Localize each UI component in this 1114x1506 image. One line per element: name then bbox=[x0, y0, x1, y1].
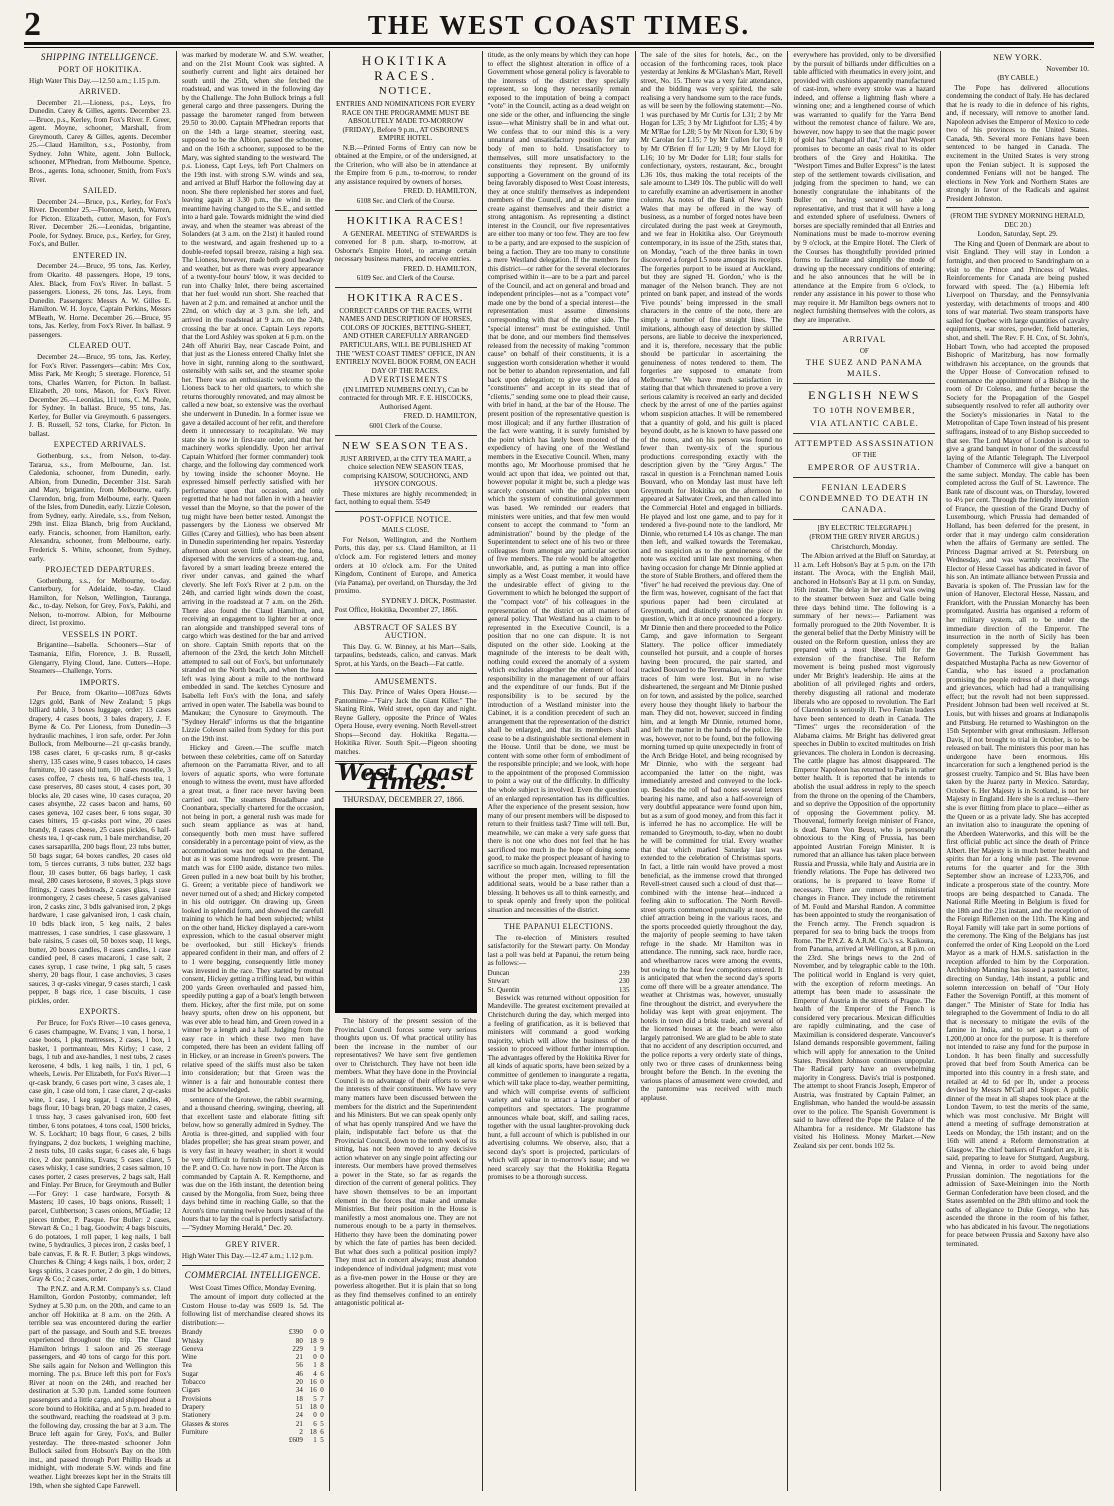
duty-amount: 18 bbox=[309, 1427, 317, 1436]
vote-count: 135 bbox=[619, 985, 630, 994]
advertisements-signature-title: 6001 Clerk of the Course. bbox=[369, 421, 442, 430]
mails-close: MAILS CLOSE. bbox=[381, 526, 430, 535]
fenian-heading: FENIAN LEADERS CONDEMNED TO DEATH IN CANADA. bbox=[799, 481, 930, 514]
commercial-heading: COMMERCIAL INTELLIGENCE. bbox=[184, 1269, 321, 1280]
cards-body: CORRECT CARDS OF THE RACES, WITH NAMES AND DESCRIPTION OF HORSES, COLORS OF JOCKIES, BETTING-SHEET, AND OTHER CAREFULLY ARRANGED PARTICULARS, WILL BE PUBLISHED AT THE "WEST COAST TIMES" OFFICE, IN AN ENTIRELY NOVEL BOOK FORM, ON EACH DAY OF THE RACES. bbox=[335, 306, 476, 375]
grey-river-tide: High Water This Day.—12.47 a.m.; 1.12 p.m. bbox=[181, 1252, 313, 1261]
duty-row bbox=[182, 1420, 324, 1428]
meeting-signature-title: 6109 Sec. and Clerk of the Course. bbox=[356, 274, 455, 283]
teas-body: JUST ARRIVED, at the CITY TEA MART, a choice selection NEW SEASON TEAS, comprising KAISOW, SOUCHONG, AND HYSON CONGOUS. bbox=[340, 454, 472, 489]
source-label: (FROM THE GREY RIVER ARGUS.) bbox=[809, 533, 920, 542]
masthead bbox=[24, 6, 1094, 43]
advertisements-heading: ADVERTISEMENTS bbox=[363, 375, 449, 385]
new-york-date: November 10. bbox=[1046, 63, 1089, 73]
races-signature: FRED. D. HAMILTON, bbox=[403, 186, 477, 196]
duty-amount: 0 bbox=[320, 1378, 324, 1387]
editorial-leader: The history of the present session of the Provincial Council forces some very serious thoughts upon us. Of what practical utility has been the increase in the number of our representatives? We have sent five gentlemen over to Christchurch. They have not been idle members. What they have done in the Provincial Council is no advantage of their efforts to serve the interests of their constituents. We have very many matters have been discussed between the members for the district and the Superintendent and his Ministers. But we can speak openly only of what has openly transpired And we have the plain, indisputable fact before us that the Provincial Council, down to the tenth week of its sitting, has not been moved to any decisive action whatever on any single point affecting our interests. Our members have proved themselves a power in the State, so far as regards the direction of the current of general politics. They have shown themselves to be an important element in the forces that make and unmake Ministries. But their position in the House is manifestly a most anomalous one. They are not numerous enough to be a party in themselves. Hitherto they have been the dominating power by which the fate of parties has been decided. But what does such a political position imply? They must act in concert always; must abandon independence of individual judgment; must vote as a five-men power in the House or they are powerless altogether. But it is plain that so long as they find themselves confined to an entirely antagonistic political at- bbox=[334, 1017, 477, 1308]
duty-item: Stationery bbox=[181, 1411, 211, 1420]
column-4 bbox=[483, 51, 636, 1491]
duty-row bbox=[182, 1395, 324, 1403]
columns bbox=[24, 51, 1094, 1491]
duty-amount: 4 bbox=[313, 1369, 317, 1378]
duty-row bbox=[182, 1337, 324, 1345]
duty-amount: 51 bbox=[295, 1402, 303, 1411]
duty-row bbox=[182, 1403, 324, 1411]
editorial-flag: West Coast Times. bbox=[337, 760, 474, 795]
races-note: N.B.—Printed Forms of Entry can now be obtained at the Empire, or of the undersigned, at the Criterion, who will also be in attendance at the Empire from 6 p.m., to-morrow, to render any assistance required by owners of horses. bbox=[334, 143, 477, 186]
imports-heading: IMPORTS. bbox=[79, 677, 121, 687]
teas-title: NEW SEASON TEAS. bbox=[342, 439, 470, 452]
auction-body: This Day. G. W. Binney, at his Mart—Sails, tarpaulins, bedsteads, calico, and canvas. Mark Sprot, at his Yards, on the Beach—Fat cattle. bbox=[334, 642, 477, 668]
attempted-heading: ATTEMPTED ASSASSINATION bbox=[794, 438, 935, 449]
vessels-text: Brigantine—Isabella. Schooners—Star of Tasmania, Elfin, Florence, J. B. Russell, Glengarry, Flying Cloud, Jane. Cutters—Hope. Steamers—Challenge, Yorrs. bbox=[29, 641, 171, 676]
arrived-text: December 21.—Lioness, p.s., Leys, fro Dunedin. Carey & Gilles, agents. December 23.—Bruce, p.s., Kerley, from Fox's River. F. Greer, agent. Moyne, schooner, Marshall, from Greymouth. Carey & Gilles, agents. December 25.—Claud Hamilton, s.s., Postonby, from Sydney. John White, agent. John Bullock, schooner, M'Phedran, from Melbourne. Spence, Bros., agents. Iona, schooner, Smith, from Fox's River. bbox=[29, 98, 171, 184]
exports-text: Per Bruce, for Fox's River—10 cases geneva, 6 cases champagne, W. Evans; 1 van, 1 horse, 1 case boots, 1 pkg mattresses, 2 cases, 1 box, 1 basket, 1 portmanteau, Mrs Kirby; 1 case, 2 bags, 1 tub and axe-handles, 1 nest tubs, 2 cases kerosene, 4 bdls, 1 keg nails, 1 tin, 1 pcl, 6 wheels, Lewis. Per Elizabeth, for Fox's River—1 qr-cask brandy, 6 cases port wine, 3 cases ale, 1 case gin, 1 case old tom, 1 case claret, 2 qr-casks wine, 1 case, 1 keg sugar, 1 case candles, 40 bags flour, 10 bags bran, 20 bags maize, 2 cases, 1 truss hay, 3 cases galvanised iron, 600 feet timber, 6 tons potatoes, 4 tons coal, 1500 bricks, W. S. Lockhart; 10 bags flour, 6 cases, 2 bills fryingpans, 2 doz buckets, 1 weighing machine, 2 nests tubs, 10 casks sugar, 6 cases ale, 6 bags rice, 2 doz pannikins, Evans; 5 cases claret, 5 cases whisky, 1 case sundries, 2 cases salmon, 10 cases porter, 2 cases preserves, 2 bags salt, Hall and Finlay. Per Bruce, for Greymouth and Buller—For Grey: 1 case hardware, Forsyth & Masters; 10 cases, 10 bags onions, Russell; 1 parcel, Cuthbertson; 3 cases onions, M'Gadie; 12 pieces timber, P. Pasque. For Buller: 2 cases, Stewart & Co.; 1 bag, Goodwin; 4 bags biscuits, 6 do potatoes, 1 roll paper, 1 keg nails, 1 ball twine, 5 hydraulics, 3 pieces iron, 2 casks beef, 1 bale canvas, F. & R. F. Butler; 3 pkgs windows, Churches & Ching; 4 kegs nails, 1 box, order; 2 kegs spirits, 3 cases porter, 2 do gin, 1 do bitters, Gray & Co.; 2 cases, order. bbox=[29, 1018, 171, 1284]
candidate-name: St. Quentin bbox=[487, 985, 520, 994]
meeting-title: HOKITIKA RACES! bbox=[346, 214, 465, 227]
duty-amount: 21 bbox=[295, 1419, 303, 1428]
by-cable-label: (BY CABLE.) bbox=[997, 74, 1038, 83]
duty-amount: 24 bbox=[295, 1411, 303, 1420]
duty-row bbox=[182, 1436, 324, 1444]
races-body: ENTRIES AND NOMINATIONS FOR EVERY RACE ON THE PROGRAMME MUST BE ABSOLUTELY MADE TO-MORROW (FRIDAY), Before 9 p.m., AT OSBORNE'S EMPIRE HOTEL. bbox=[336, 100, 476, 143]
masthead-rule-thin bbox=[24, 47, 1094, 48]
projected-heading: PROJECTED DEPARTURES. bbox=[45, 565, 155, 575]
divider bbox=[182, 1265, 324, 1266]
shipping-heading: SHIPPING INTELLIGENCE. bbox=[40, 52, 159, 62]
local-news-continued: everywhere has provided, only to be diversified by the pursuit of billiards under difficulties on a table afflicted with rheumatics in every joint, and provided with cushions apparently manufactured of cast-iron, where every stroke was a hazard indeed, and offense a lightning flash where a winning one; and a lengthened course of which was warranted to qualify for the Yarra Bend without the remotest chance of failure. We are, however, now happy to see that the magic power of gold has "changed all that," and that Westport promises to become an oasis rival to its older brothers of the Grey and Hokitika. The "Westport Times and Buller Express" is the latest step of the settlement towards civilisation, and judging from the specimen to hand, we can honestly congratulate the inhabitants of the Buller on having secured so able a representative, and trust that it will have a long and extended sphere of usefulness. Owners of horses are specially reminded that all Entries and Nominations must be made to-morrow evening by 9 o'clock, at the Empire Hotel. The Clerk of the Courses has thoughtfully provided printed forms to facilitate and simplify the mode of drawing up the necessary conditions of entering; and he also announces that he will be in attendance at the Empire from 6 o'clock, to render any assistance in his power to those who may require it. Mr Hamilton begs owners not to neglect furnishing themselves with the colors, as they are imperative. bbox=[793, 51, 936, 324]
poll-row bbox=[488, 986, 630, 994]
post-office-title: POST-OFFICE NOTICE. bbox=[359, 514, 452, 524]
duty-amount: 2 bbox=[299, 1427, 303, 1436]
duty-amount: 46 bbox=[295, 1369, 303, 1378]
column-3 bbox=[330, 51, 483, 1491]
duty-item: Whisky bbox=[181, 1336, 204, 1345]
duty-amount: 0 bbox=[320, 1328, 324, 1337]
divider bbox=[793, 433, 935, 434]
duty-amount: 6 bbox=[320, 1369, 324, 1378]
column-2 bbox=[177, 51, 330, 1491]
duty-amount: 21 bbox=[295, 1353, 303, 1362]
shipping-continued: was marked by moderate W. and S.W. weather, and on the 21st Mount Cook was sighted. A southerly current and light airs detained her south until the 25th, when she fetched the roadstead, and was towed in the following day by the Challenge. The John Bullock brings a full general cargo and three passengers. During the passage the barometer ranged from between 29.50 to 30.00. Captain M'Phedran reports that on the 14th a large steamer, steering east, supposed to be the Albion, passed the schooner, and on the 16th a schooner, supposed to be the Mary, was sighted standing to the westward. The p.s. Lioness, Capt Leys, left Port Chalmers on the 19th inst. with strong S.W. winds and sea, and arrived at Bluff Harbor the following day at noon. She there replenished her stores and fuel, leaving again at 3.30 p.m., the wind in the meantime having changed to the S.E., and settled into a hard gale. Towards midnight the wind died away, and when the steamer was abreast of the Solanders (at 3 a.m. on the 21st) it hauled round to the westward, and again freshened up to a double-reefed topsail breeze, raising a high sea. The Lioness, however, made both good headway and weather, but as there was every appearance of a twenty-four hours' blow, it was decided to run into Chalky Inlet, there being ascertained that her fuel would run short. She reached that haven at 2 p.m. and remained at anchor until the 22nd, on which day at 3 p.m. she left, and arrived in the roadstead at 9 a.m. on the 24th, crossing the bar at once. Captain Leys reports that the Lord Ashley was spoken at 6 p.m. on the 24th off Ahuriri Bay, near Cascade Point, and that just as the Lioness entered Chalky Inlet she hove in sight, running along to the southward, ostensibly with sails set, and the steamer spoke her. There was an enthusiastic welcome to the Lioness back to her old quarters, to which she returns thoroughly renovated, and may almost be called a new boat, so extensive was the overhaul she underwent in Dunedin. In a former issue we gave a detailed account of her refit, and therefore deem it unnecessary to recapitulate. We may state she is now in first-rate order, and that her machinery works splendidly. Upon her arrival Captain Whitford (her former commander) took charge, and the following day commenced work by towing inside the schooner Moyne. He expressed himself perfectly satisfied with her performance upon that occasion, and only regretted that he had not fallen in with a heavier vessel than the Moyne, so that the power of the tug might have been better tested. Amongst the passengers by the Lioness we observed Mr Gilles (Carey and Gillies), who has been absent in Dunedin superintending her repairs. Yesterday afternoon about seven little schooner, the Iona, dispersed with the services of a steam-tug, and, favored by a smart leading breeze entered the river under canvas, and gained the wharf cleverly. She left Fox's River at 2 p.m. on the 24th, and carried light winds down the coast, arriving in the roadstead at 7 a.m. on the 26th. There also found the Claud Hamilton, and, receiving an engagement to lighter her at once ran alongside and transhipped several tons of cargo which was destined for the bar and arrived on shore. Captain Smith reports that on the afternoon of the 23rd, the ketch John Mitchell attempted to sail out of Fox's, but unfortunately stranded on the North beach, and when the Iona left was lying about a mile to the northward embedded in sand. The ketches Cynosure and Isabella left Fox's with the Iona, and safely arrived in open water. The Isabella was bound to Manukau; the Cynosure to Greymouth. The "Sydney Herald" informs us that the brigantine Lizzie Coleson sailed from Sydney for this port on the 19th inst. bbox=[181, 51, 324, 743]
amusements-title: AMUSEMENTS. bbox=[374, 676, 437, 686]
entered-heading: ENTERED IN. bbox=[72, 250, 128, 260]
duty-amount: 16 bbox=[309, 1378, 317, 1387]
duty-row bbox=[182, 1378, 324, 1386]
divider bbox=[793, 383, 935, 384]
post-office-date: Post Office, Hokitika, December 27, 1866. bbox=[334, 606, 458, 615]
duties-table bbox=[182, 1328, 324, 1444]
duty-item: Glasses & stores bbox=[181, 1419, 229, 1428]
duty-amount: 5 bbox=[320, 1419, 324, 1428]
duty-amount: 18 bbox=[295, 1394, 303, 1403]
duty-amount: 0 bbox=[320, 1411, 324, 1420]
duty-amount: 16 bbox=[309, 1386, 317, 1395]
duty-amount: 0 bbox=[320, 1353, 324, 1362]
telegraph-label: [BY ELECTRIC TELEGRAPH.] bbox=[817, 523, 912, 532]
of-label: OF bbox=[859, 346, 869, 355]
elections-continued: Beswick was returned without opposition for Mandeville. The greatest excitement prevailed at Christchurch during the day, which merged into a feeling of gratification, as it is believed that ministers will command a good working majority, which will allow the business of the session to proceed without further interruption. The advantages offered by the Hokitika River for all kinds of aquatic sports, have been seized by a committee of gentlemen to inaugurate a regatta, which will take place to-day, weather permitting, and which will comprise events of sufficient variety and value to attract a large number of competitors and spectators. The programme announces whale boat, skiff, and sailing races, together with the usual laughter-provoking duck hunt, a full account of which is published in our advertising columns. We observe, also, that a second day's sport is projected, particulars of which will appear in to-morrow's issue; and we need scarcely say that the Hokitika Regatta promises to be a thorough success. bbox=[487, 993, 630, 1182]
arrived-heading: ARRIVED. bbox=[79, 87, 121, 97]
emperor-heading: EMPEROR OF AUSTRIA. bbox=[807, 461, 921, 472]
races-title: HOKITIKA RACES. bbox=[361, 53, 450, 83]
divider bbox=[182, 1236, 324, 1237]
commercial-office: West Coast Times Office, Monday Evening. bbox=[189, 1283, 317, 1292]
meeting-signature: FRED. D. HAMILTON, bbox=[403, 263, 477, 273]
duty-amount: 8 bbox=[320, 1361, 324, 1370]
meeting-body: A GENERAL MEETING of STEWARDS is convened for 8 p.m. sharp, to-morrow, at Osborne's Empire Hotel, to arrange certain necessary business matters, and receive entries. bbox=[334, 229, 477, 264]
duty-row bbox=[182, 1353, 324, 1361]
mails-heading: THE SUEZ AND PANAMA MAILS. bbox=[805, 357, 923, 379]
auction-title: ABSTRACT OF SALES BY AUCTION. bbox=[353, 622, 458, 641]
duty-amount: 20 bbox=[295, 1378, 303, 1387]
poll-row bbox=[488, 977, 630, 985]
arrival-heading: ARRIVAL bbox=[842, 333, 887, 344]
duty-amount: 5 bbox=[313, 1394, 317, 1403]
london-news: The King and Queen of Denmark are about to visit England. They will stay in London a fortnight, and then proceed to Sandringham on a visit to the Prince and Princess of Wales. Reinforcements for Canada are being pushed forward with speed. The (a.) Hibernia left Liverpool on Thursday, and the Pennsylvania yesterday, with detachments of troops and 400 tons of war material. Two steam transports have sailed for Quebec with large quantities of cavalry equipments, war stores, powder, field batteries, shot, and shell. The Rev. F. H. Cox, of St. John's, Hobart Town, who had accepted the proposed Bishopric of Maritzburg, has now formally withdrawn his acceptance, on the grounds that the Upper House of Convocation refused to countenance the appointment of a Bishop in the room of Dr Colenso, and further because the Society for the Propagation of the Gospel subsequently resolved to refer all authority over the Society's missionaries in Natal to the Metropolitan of Cape Town instead of his present suffragans, instead of to any Bishop succeeded to that see. The Lord Mayor of London is about to give a grand banquet in honor of the successful laying of the Atlantic Telegraph. The Liverpool Chamber of Commerce will give a banquet on the same subject. Monday. The cable has been completed across the Gulf of St. Lawrence. The Bank rate of discount was, on Thursday, lowered to 4½ per cent. Through the friendly intervention of France, the question of the Grand Duchy of Luxembourg, which Prussia had demanded of Holland, has been deferred for the present, in order that it may undergo calm consideration when the affairs of Germany are settled. The Princess Dagmar arrived at St. Petersburg on Wednesday, and was warmly received. The Elector of Hesse Cassel has abdicated in favor of his son. An intimate alliance between Prussia and Bavaria is spoken of. The Prussian law for the union of Hanover, Electoral Hesse, Nassau, and Frankfort, with the Prussian Monarchy has been promulgated. Austria has organised a reform of her military system, all to be under the immediate direction of the Emperor. The insurrection in the north of Sicily has been completely suppressed by the Italian Government. The Turkish Government has despatched Mustapha Pacha as new Governor of Candia, who has issued a proclamation promising the people redress of all their wrongs and grievances, which had had a tranquilising effect; but the revolt had not been suppressed. President Johnson had been well received at St. Louis, but with hisses and groans at Indianapolis and Pittsburg. He returned to Washington on the 15th September with great enthusiasm. Jefferson Davis, if not brought to trial in October, is to be released on bail. The ministers this poor man has undergone have been enormous. His incarceration for such a lengthened period is the grossest cruelty. Tampico and St. Blas have been taken by the Juarez party in Mexico. Saturday, October 6. Her Majesty is in Scotland, is not her Majesty in England. Here she is a recluse—there she is ever flitting from place to place—either as the Queen or as a private lady. She has accepted an invitation also to inaugurate the opening of the Aberdeen Waterworks, and this will be the first official public act since the death of Prince Albert. Her Majesty is in much better health and spirits than for a long while past. The revenue returns for the quarter and for the 30th September show an increase of L233,706, and indicate a prosperous state of the country. More troops are being despatched to Canada. The National Rifle Meeting in Belgium is fixed for the 18th and the 21st instant, and the reception of the Foreign Riflemen on the 11th. The King and Royal Family will take part in some portions of the ceremony. The King of the Belgians has just conferred the order of King Leopold on the Lord Mayor as a mark of H.M.S. satisfaction in the reception afforded to him by the Corporation. Archbishop Manning has issued a pastoral letter, directing on Sunday, 14th instant, a public and solemn intercession on behalf of "Our Holy Father the Sovereign Pontiff, at this moment of danger." The Minister of State for India has telegraphed to the Government of India to do all that is necessary to mitigate the evils of the famine in India, and to set apart a sum of L200,000 at once for the purpose. It is therefore not intended to raise any fund for the purpose in London. It has been finally and successfully proved that beef from South America can be imported into this country in a fresh state, and retailed at 4d to 6d per lb, under a process devised by Messrs M'Call and Sloper. A public dinner of the meat in all shapes took place at the London Tavern, to test the merits of the same, which was most conclusive. Mr Bright will attend a meeting of suffrage demonstration at Leeds on Monday, the 15th instant; and on the 16th will attend a Reform demonstration at Glasgow. The chief bankers of Frankfort are, it is said, preparing to leave for Stuttgard, Augsburg, and Vienna, in order to avoid being under Prussian dominion. The negotiations for the admission of Saxe-Meiningen into the North German Confederation have been closed, and the States assembled on the 28th ultimo and took the oaths of allegiance to Duke George, who has ascended the throne in the room of his father, who has abdicated in his favour. The negotiations for peace between Prussia and Saxony have also terminated. bbox=[946, 239, 1089, 1248]
notice-heading: NOTICE. bbox=[378, 85, 433, 97]
postmaster-signature: SYDNEY J. DICK, Postmaster. bbox=[381, 595, 477, 605]
divider bbox=[793, 329, 935, 330]
duty-amount: 1 bbox=[313, 1361, 317, 1370]
races-signature-title: 6108 Sec. and Clerk of the Course. bbox=[356, 197, 455, 206]
sailed-text: December 24.—Bruce, p.s., Kerley, for Fox's River. December 25.—Florence, ketch, Warren, for Picton. Elizabeth, cutter, Mason, for Fox's River. December 26.—Leonidas, brigantine, Poole, for Sydney. Bruce, p.s., Kerley, for Grey, Fox's, and Buller. bbox=[29, 197, 171, 249]
amusements-body: This Day. Prince of Wales Opera House.—Pantomime—"Fairy Jack the Giant Killer." The Skating Rink, Weld street, open day and night. Reyne Gallery, opposite the Prince of Wales Opera House, every evening. North Revell-street Shops—Second day. Hokitika Regatta.—Hokitika River. South Spit.—Pigeon shooting matches. bbox=[334, 688, 477, 756]
duty-item: Cigars bbox=[181, 1386, 201, 1395]
duty-amount: 6 bbox=[313, 1419, 317, 1428]
duty-row bbox=[182, 1328, 324, 1336]
duty-amount: 1 bbox=[313, 1344, 317, 1353]
dateline: Christchurch, Monday. bbox=[831, 542, 898, 551]
duty-amount: 56 bbox=[295, 1361, 303, 1370]
exports-heading: EXPORTS. bbox=[79, 1007, 121, 1017]
divider bbox=[793, 477, 935, 478]
duty-row bbox=[182, 1345, 324, 1353]
sailed-heading: SAILED. bbox=[82, 186, 117, 196]
to-date-heading: TO 10TH NOVEMBER, bbox=[813, 405, 916, 416]
elections-title: THE PAPANUI ELECTIONS. bbox=[503, 922, 614, 932]
duty-amount: 7 bbox=[320, 1394, 324, 1403]
duty-amount: 6 bbox=[320, 1427, 324, 1436]
duty-item: Tobacco bbox=[181, 1378, 206, 1387]
sculling-match: Hickey and Green.—The scuffle match between these celebrities, came off on Saturday afternoon on the Parramatta River, and to all lovers of aquatic sports, who were fortunate enough to witness the event, must have afforded a great treat, a finer race never having been carried out. The steamers Breadalbane and Coonanbara, specially chartered for the occasion, not being in port, a general rush was made for such steam appliance as was at hand, consequently both men must have suffered considerably in a percentage point of view, as the accommodation was not equal to the demand, but as it was some hundreds were present. The match was for £100 aside, distance two miles. Green pulled in a new boat built by his brother, G. Green; a veritable piece of handiwork we never turned out of a shed; and Hickey competed in his old outrigger. On drawing up, Green looked in splendid form, and showed the carefull training to which he had been subjected; whilst on the other hand, Hickey displayed a care-worn expression, which to the casual observer might be overlooked, but still Hickey's friends appeared confident in their man, and offers of 2 to 1 were begging, consequently little money was invested in the race. They started by mutual consent, Hickey getting a trifling lead, but within 200 yards Green overhauled and passed him, speedily putting a gap of a boat's length between them. Hickey, after the first mile, put on some heavy spurts, often drew on his opponent, but was ever able to head him, and Green rowed in a winner by a length and a half. Judging from the easy race in which these two men have competed, there has been an evident falling off in Hickey, or an increase in Green's powers. The relative speed of the skiffs must also be taken into consideration; but that Green was the winner is a fair and honourable contest there must be acknowledged. bbox=[181, 744, 324, 1095]
duty-item: Wine bbox=[181, 1353, 197, 1362]
duty-amount: £390 bbox=[288, 1328, 303, 1337]
expected-heading: EXPECTED ARRIVALS. bbox=[53, 440, 147, 450]
redacted-block bbox=[335, 808, 477, 1013]
duty-item: Sugar bbox=[181, 1369, 199, 1378]
duty-item: Drapery bbox=[181, 1402, 205, 1411]
column-5 bbox=[636, 51, 789, 1491]
poll-table bbox=[488, 969, 630, 994]
divider bbox=[335, 619, 477, 620]
grey-river-heading: GREY RIVER. bbox=[225, 1240, 281, 1250]
duty-item: Furniture bbox=[181, 1427, 208, 1436]
duty-amount: 0 bbox=[313, 1328, 317, 1337]
new-york-heading: NEW YORK. bbox=[993, 53, 1043, 62]
elections-body: The re-election of Ministers resulted satisfactorily for the Stewart party. On Monday last a poll was held at Papanui, the return being as follows:— bbox=[487, 933, 630, 968]
projected-text: Gothenburg, s.s., for Melbourne, to-day. Canterbury, for Adelaide, to-day. Claud Hamilton, for Nelson, Wellington, Tauranga, &c., to-day. Nelson, for Grey, Fox's, Pakihi, and Nelson, to-morrow. Albion, for Melbourne direct, 1st proximo. bbox=[29, 576, 171, 628]
duty-item: Tea bbox=[181, 1361, 192, 1370]
duty-amount: £609 bbox=[288, 1436, 303, 1445]
duty-amount: 229 bbox=[292, 1344, 303, 1353]
vessels-heading: VESSELS IN PORT. bbox=[62, 629, 138, 639]
poll-row bbox=[488, 969, 630, 977]
commercial-intro: The amount of import duty collected at the Custom House to-day was £609 1s. 5d. The following list of merchandise cleared shows its distribution:— bbox=[181, 1293, 324, 1327]
candidate-name: Duncan bbox=[487, 968, 510, 977]
editorial-date: THURSDAY, DECEMBER 27, 1866. bbox=[342, 794, 465, 804]
divider bbox=[488, 918, 630, 919]
divider bbox=[335, 673, 477, 674]
cards-title: HOKITIKA RACES. bbox=[347, 291, 464, 304]
vote-count: 239 bbox=[619, 968, 630, 977]
divider bbox=[335, 511, 477, 512]
duty-amount: 18 bbox=[309, 1336, 317, 1345]
steamer-report: sentence of the Grotewe, the rabbit swarming, and a thousand cheering, swinging, cheering, all that excellent taste and elaborate fitting sift below, how so generally admired in Sydney. The Arotia is three-gitted, and supplied with four blades propeller; she has great steam power, and is very fast in heavy weather; in short it would be very difficult to furnish two finer ships than the P. and O. Co. have now in port. The Arcon is commanded by Captain A. R. Kempthorne, and was due on the 16th instant, the detention being caused by the Mongolia, from Suez, being three days behind time in reaching Galle, so that the Arcon's time running twelve hours instead of the hours that to lay the coal is perfectly satisfactory.—"Sydney Morning Herald," Dec. 20. bbox=[181, 1095, 324, 1232]
divider bbox=[335, 435, 477, 436]
divider bbox=[335, 287, 477, 288]
expected-text: Gothenburg, s.s., from Nelson, to-day. Tararua, s.s., from Melbourne, Jan. 1st. Caledonia, schooner, from Dunedin, early. Albion, from Dunedin, December 31st. Sarah and Mary, brigantine, from Melbourne, early. Clarendon, brig, from Melbourne, early. Queen of the Isles, from Dunedin, early. Lizzie Coleson, from Sydney, early. Airedale, s.s., from Nelson, 29th inst. Eliza Blanch, brig from Auckland, early. Francis, schooner, from Hamilton, early. Alexandra, schooner, from Melbourne, early. Frederick S. White, schooner, from Sydney, early. bbox=[29, 451, 171, 563]
duty-item bbox=[182, 1436, 275, 1444]
london-dateline: London, Saturday, Sept. 29. bbox=[977, 230, 1058, 239]
duty-amount: 18 bbox=[309, 1402, 317, 1411]
herald-source: (FROM THE SYDNEY MORNING HERALD, DEC 20.) bbox=[950, 212, 1085, 229]
candidate-name: Stewart bbox=[487, 977, 510, 986]
new-york-news: The Pope has delivered allocutions condemning the conduct of Italy. He has declared that he is ready to die in defence of his rights, and, if necessary, will remove to another land. Napoleon advises the Emperor of Mexico to cede two of his provinces to the United States. Canada, 9th. Several more Fenians have been sentenced to be hanged in Canada. The excitement in the United States is very strong upon the Fenian subject. It is supposed the condemned Fenians will not be hanged. The elections in New York and Northern States are strongly in favor of the Radicals and against President Johnston. bbox=[946, 83, 1089, 203]
column-6 bbox=[788, 51, 941, 1491]
shipping-notes: The P.N.Z. and A.R.M. Company's s.s. Claud Hamilton, Gordon Postonby, commander, left Sydney at 5.30 p.m. on the 20th, and came to an anchor off Hokitika at 8 a.m. on the 26th. A terrible sea was encountered during the earlier part of the passage, and South and S.E. breezes experienced throughout the trip. The Claud Hamilton brings 1 saloon and 26 steerage passengers, and 40 tons of cargo for this port. She sails again for Nelson and Wellington this morning. The p.s. Bruce left this port for Fox's River at noon on the 24th, and reached her destination at 5.30 p.m. Landed some fourteen passengers and a little cargo, and shipped about a score bound to Hokitika, and at 5 p.m. headed to the southward, reaching the roadstead at 3 p.m. the following day, crossing the bar at 3 a.m. The Bruce left again for Grey, Fox's, and Buller yesterday. The three-masted schooner John Bullock sailed from Hobson's Bay on the 10th inst., and passed through Port Phillip Heads at midnight, with moderate S.W. winds and fine weather. Light breezes kept her in the Straits till 19th, when she sighted Cape Farewell. bbox=[29, 1284, 171, 1490]
advertisements-body: (IN LIMITED NUMBERS ONLY), Can be contracted for through MR. F. E. HISCOCKS, Authorised Agent. bbox=[339, 385, 473, 411]
duty-amount: 9 bbox=[320, 1336, 324, 1345]
advertisements-signature: FRED. D. HAMILTON, bbox=[403, 411, 477, 421]
duty-amount: 0 bbox=[320, 1402, 324, 1411]
duty-item: Provisions bbox=[181, 1394, 212, 1403]
high-water: High Water This Day.—12.50 a.m.; 1.15 p.m. bbox=[29, 76, 161, 85]
entered-text: December 24.—Bruce, 95 tons, Jas. Kerley, from Okarito. 48 passengers. Hope, 19 tons, Alex. Black, from Fox's River. In ballast. 5 passengers. Lioness, 26 tons, Jas. Leys, from Dunedin. Passengers: Messrs A. W. Gilles E. Hamilton. W. H. Joyce, Captain Perkins, Messrs M'Beath, W. Horne. December 26.—Bruce, 95 tons, Jas. Kerley, from Fox's River. In ballast. 9 passengers. bbox=[29, 262, 171, 339]
duty-row bbox=[182, 1370, 324, 1378]
post-office-body: For Nelson, Wellington, and the Northern Ports, this day, per s.s. Claud Hamilton, at 11 o'clock a.m. For registered letters and money orders at 10 o'clock a.m. For the United Kingdom, Continent of Europe, and America (via Panama), per overland, on Thursday, the 3rd proximo. bbox=[334, 535, 477, 596]
divider bbox=[946, 207, 1089, 208]
via-cable-heading: VIA ATLANTIC CABLE. bbox=[809, 418, 919, 429]
divider bbox=[793, 519, 935, 520]
duty-amount: 0 bbox=[313, 1353, 317, 1362]
duty-amount: 0 bbox=[313, 1411, 317, 1420]
column-1 bbox=[24, 51, 177, 1491]
duty-row bbox=[182, 1361, 324, 1369]
duty-amount: 1 bbox=[313, 1436, 317, 1445]
english-news-body: The Albion arrived at the Bluff on Saturday, at 11 a.m. Left Hobson's Bay at 5 p.m. on the 17th instant. The Avoca, with the English Mail, anchored in Hobson's Bay at 11 p.m. on Sunday, 16th instant. The delay in her arrival was owing to the steamer between Suez and Galle being three days behind time. The following is a summary of her news:— Parliament was formally prorogued to the 20th November. It is the general belief that the Derby Ministry will be ousted on the Reform question, unless they are prepared with a most liberal bill for the extension of the franchise. The Reform movement is being pushed most vigorously under Mr Bright's leadership. He aims at the abolition of all privileged rights and orders, thereby disgusting all rational and moderate liberals who are opposed to revolution. The Earl of Clarendon is seriously ill. Two Fenian leaders have been sentenced to death in Canada. The "Times" urges the reconsideration of the Alabama claims. Mr Bright has delivered great speeches in Dublin to excited multitudes on Irish grievances. The cholera in London is decreasing. The cattle plague has almost disappeared. The Emperor Napoleon has returned to Paris in rather better health. It is reported that he intends to abolish the usual address in reply to the speech from the throne on the opening of the Chambers, and so deprive the Opposition of the opportunity of opposing the Government policy. M. Thouvenal, formerly foreign minister of France, is dead. Baron Von Beust, who is personally obnoxious to the King of Prussia, has been appointed Austrian Foreign Minister. It is rumored that an alliance has taken place between Russia and Prussia, while Italy and Austria are in friendly relations. The Pope has delivered two orations, he is prepared to leave Rome if necessary. There are rumors of ministerial changes in France. They include the retirement of M. Fould and Marshal Randon. A committee has been appointed to study the reorganisation of the French army. The French squadron is prepared for sea to bring back the troops from Rome. The P.N.Z. & A.R.M. Co.'s s.s. Kaikoura, from Panama, arrived at Wellington, at 8 p.m. on the 23rd. She brings news to the 2nd of November, and by telegraphic cable to the 10th. The political world in England is very quiet, with the exception of reform meetings. An attempt has been made to assassinate the Emperor of Austria in the streets of Prague. The health of the Emperor of the French is considered very precarious. Mexican difficulties are rapidly culminating, and the case of Maximilian is considered desperate. Vancouver's Island demands responsible government, failing which will apply for annexation to the United States. President Johnson continues unpopular. The Radical party have an overwhelming majority in Congress. Davis's trial is postponed. The attempt to shoot Francis Joseph, Emperor of Austria, was frustrated by Captain Palmer, an Englishman, who handed the would-be assassin over to the police. The Spanish Government is said to have offered the Pope the Palace of the Alhambra for a residence. Mr Gladstone has visited his Holiness. Money Market.—New Zealand six per cent. bonds 102 5s. bbox=[793, 552, 936, 1150]
local-news: The sale of the sites for hotels, &c., on the occasion of the forthcoming races, took place yesterday at Jenkins & M'Glashan's Mart, Revell street, No. 15. There was a very fair attendance, and the bidding was very spirited, the sale realising a very handsome sum to the race funds, as will be seen by the following statement:—No. 1 was purchased by Mr Curtis for L31; 2 by Mr Hogan for L35; 3 by Mr Lightfoot for L35; 4 by Mr M'Rae for L28; 5 by Mr Nixon for L30; 6 by Mr Carolan for L15; 7 by Mr Cullen for L18; 8 by Mr O'Brien ff for L20; 9 by Mr Lloyd for L16; 10 by Mr Doder for L18; four stalls for confectionary, oysters, restaurant, &c., brought L36 10s, thus making the total receipts of the sale amount to L349 10s. The public will do well to carefully examine an advertisement in another column. As notes of the Bank of New South Wales that may be offered in the way of business, as a number of forged notes have been circulated during the past week at Greymouth, and we fear in Hokitika also. Our Greymouth contemporary, in its issue of the 25th, states that, on Monday, "each of the three banks in town discovered a forged L5 note amongst its receipts. The forgeries purport to be issued at Auckland, but they are signed 'H. Gordon,' who is the manager of the Nelson branch. They are not printed on bank paper, and instead of the words 'Five pounds' being impressed in the small characters in the centre of the note, there are simply a number of fine straight lines. The imitations, although easy of detection by skilled persons, are liable to deceive the inexperienced, and it is, therefore, necessary that the public should be particular in ascertaining the genuineness of notes tendered to them. The forgeries are supposed to emanate from Melbourne." We have much satisfaction in stating that that which threatened to prove a very serious calamity is received an early and decided check by the arrest of one of the parties against whom suspicion attaches. It will be remembered that a quantity of gold, and his guilt is placed beyond doubt, as he is known to have passed one of the notes, and on his person was found no fewer than twenty-six of the spurious productions corresponding exactly with the description given by the "Grey Argus." The rascal in question is a Frenchman named Louis Bouvard, who on Monday last must have left Greymouth for Hokitika on the afternoon he appeared at Saltwater Creek, and then called into the Commercial Hotel and engaged in billiards. He played and lost one game, and to pay for it tendered a five-pound note to the landlord, Mr Dinnie, who returned L4 10s as change. The man then left, and walked towards the Teremakau, and no suspicion as to the genuineness of the note was excited until late next morning, when having occasion for change Mr Dinnie applied at the store of Stable Brothers, and offered them the "fiver" he had received the previous day. One of the firm was, however, cognisant of the fact that spurious paper had been circulated at Greymouth, and distinctly stated the piece in question, which it at once pronounced a forgery. Mr Dinnie then and there proceeded to the Police Camp, and gave information to Sergeant Slattery. The police officer immediately counselled hot pursuit, and a couple of horses having been procured, the pair started, and tracked Bouvard to the Teremakau, where further traces of him were lost. But in no wise disheartened, the sergeant and Mr Dinnie pushed on for town, and assisted by the police, searched every house they thought likely to harbour the man. They did not, however, succeed in finding him, and at length Mr Dinnie, returned home, and left the matter in the hands of the police. He was, however, not to be found, but the following morning turned up quite unexpectedly in front of the Arch Bridge Hotel, and being recognised by Mr Dinnie, who with the sergeant had accompanied the latter on the night, was immediately arrested and conveyed to the lock-up. Besides the roll of bad notes several letters bearing his name, and also a half-sovereign of very doubtful appearance were found upon him, but as a sum of good money, and from this fact it is inferred he has no accomplice. He will be remanded to Greymouth, to-day, when no doubt he will be committed for trial. Every weather that that which marked Saturday last was extended to the celebration of Christmas sports. In fact, a little rain would have proved a most beneficial, as the immense crowd that thronged Revell-street caused such a cloud of dust that—combined with the intense heat—induced a feeling akin to suffocation. The North Revell-street sports commenced punctually at noon, the chief attraction being in the various races, and the sports proceeded quietly throughout the day, the majority of people seeming to have taken refuge in the shade. Mr Hamilton was in attendance. The running, sack race, hurdle race, and wheelbarrow races were among the events, but owing to the heat few competitors entered. It is anticipated that when the second day's sports come off there will be a greater attendance. The weather at Christmas was, however, unusually fine throughout the district, and everywhere the holiday was kept with great enjoyment. The hotels in town did a brisk trade, and several of the licensed houses at the beach were also largely patronised. We are glad to be able to state that no accident of any description occurred, and the police reports a very orderly state of things, only two or three cases of drunkenness being brought before the Bench. In the evening the various places of amusement were crowded, and the pantomime was received with much applause. bbox=[640, 51, 783, 1102]
cleared-text: December 24.—Bruce, 95 tons, Jas. Kerley, for Fox's River. Passengers—cabin: Mrs Cox, Miss Park, Mr Keogh; 5 steerage. Florence, 51 tons, Charles Warren, for Picton. In ballast. Elizabeth, 20 tons, Mason, for Fox's River. December 26.—Leonidas, 111 tons, C. M. Poole, for Sydney. In ballast. Bruce, 95 tons, Jas. Kerley, for Buller via Greymouth. 6 passengers. J. B. Russell, 52 tons, Clarke, for Picton. In ballast. bbox=[29, 352, 171, 438]
port-heading: PORT OF HOKITIKA. bbox=[58, 65, 142, 74]
duty-amount: 34 bbox=[295, 1386, 303, 1395]
duty-amount: 80 bbox=[295, 1336, 303, 1345]
duty-row bbox=[182, 1386, 324, 1394]
duty-row bbox=[182, 1411, 324, 1419]
duty-item: Brandy bbox=[181, 1328, 203, 1337]
imports-text: Per Bruce, from Okarito—1087ozs 6dwts 12grs gold, Bank of New Zealand; 5 pkgs billiard table, 3 boxes luggage, order; 13 cases drapery, 4 cases boots, 3 bales drapery, J. F. Byrne & Co. Per Lioness, from Dunedin—3 hydraulic machines, 1 iron safe, order. Per John Bullock, from Melbourne—21 qr-casks brandy, 198 cases claret, 6 qr-casks rum, 8 qr-casks sherry, 135 cases wine, 9 cases tobacco, 14 cases furniture, 10 cases old tom, 10 cases moselle, 3 cases coffee, 7 chests tea, 6 half-chests tea, 1 case preserves, 80 cases stout, 4 cases port, 30 blocks ale, 20 cases wine, 10 cases curaçoa, 20 cases absynthe, 22 cases bacon and hams, 60 cases geneva, 102 cases beer, 6 tons sugar, 30 cases bitters, 15 qr-casks port wine, 20 cases brandy, 8 cases cheese, 25 cases pickles, 6 half-chests tea, 1 qr-cask rum, 1 bale merchandise, 20 cases sarsaparilla, 200 bags flour, 23 tubs butter, 50 bags sugar, 64 boxes candles, 20 cases old tom, 5 tierces currants, 3 tubs butter, 232 bags flour, 10 cases butter, 66 bags barley, 1 cask meal, 280 cases kerosene, 8 stoves, 3 pkgs stove fittings, 2 cases bedsteads, 2 cases glass, 1 case ironmongery, 2 cases cheese, 5 cases galvanised iron, 2 casks zinc, 3 bdls galvanised iron, 2 pkgs hardware, 1 case galvanised iron, 1 cask chain, 10 bdls black iron, 5 keg nails, 2 bales mattresses, 1 case sundries, 1 case glassware, 1 bale raisins, 5 cases oil, 50 boxes soap, 11 kegs, butter, 20 boxes candles, 8 cases candles, 1 case candied peel, 8 cases macaroni, 1 case salt, 2 cases syrup, 1 case twine, 1 pkg salt, 5 cases sherry, 20 bags flour, 1 case anchovies, 3 cases sauces, 3 qr-casks vinegar, 9 cases starch, 1 cask pepper, 8 bags rice, 1 case biscuits, 1 case pickles, order. bbox=[29, 689, 171, 1005]
duty-amount: 5 bbox=[320, 1436, 324, 1445]
editorial-continued: titude, as the only means by which they can hope to effect the slightest alteration in office of a Government whose general policy is favorable to the interests of the district they specially represent, so long they necessarily remain exposed to the imputation of being a compact "vote" in the Council, acting as a dead weight on one side or the other, and influencing the single issue—what Ministry shall be in and what out. We confess that to our mind this is a very unnatural and unsatisfactory position for any body of men to hold. Unsatisfactory to themselves, still more unsatisfactory to the constituents they represent. By uniformly supporting a Government on the ground of its being favorably disposed to West Coast interests, they at once stultify themselves as independent members of the Council, and at the same time create against themselves and their district a strong antagonism. As representing a distinct interest in the Council, our five representatives are either too many or too few. They are too few to be a party, and are exposed to the suspicion of being a faction. They are too many to constitute a mere Westland delegation. If the members for this district—or rather for the several electorates comprised within it—are to be a part and parcel of the Council, and act on general and broad and independent principles—not as a "compact vote" made one by the bond of a special interest—the representation must assume dimensions corresponding with that of the other side. The "special interest" must be extinguished. Until that be done, and our members find themselves released from the necessity of making "common cause" on behalf of their constituents, it is a suggestion worth consideration whether it would not be better to abandon representation, and fall back upon delegation; to give up the idea of "constituents" and accept in its stead that of "clients," sending some one to plead their cause, with brief in hand, at the bar of the House. The present position of the representative question is most illogical; and if any further illustration of the fact were wanting, it is surely furnished by the point which has lately been mooted of the expediency of having one of the Westland members in the Executive Council. When, many months ago, Mr Moorhouse promised that he would act upon that idea, we pointed out that, however popular it might be, such a pledge was scarcely consonant with the principles upon which the system of constitutional government was based. We reminded our readers that ministers were unities, and that few men would consent to accept the command to "form an administration" bound by the pledge of the Superintendent to select one of his two or three colleagues from amongst any particular section of five members. The rule would be altogether unworkable, and, as putting a man into office simply as a West Coast member, it would have the undesirable effect of giving to the Government to which he belonged the support of the "compact vote" of his colleagues in the representation of the district on all matters of general policy. That Westland has a claim to be represented in the Executive Council, is a position that no one can dispute. It is not disputed on the other side. Looking at the magnitude of the interests to be dealt with, nothing could exceed the anomaly of a system which excludes altogether the element of local responsibility in the management of our affairs and the expenditure of our funds. But if the responsibility is to be secured by the introduction of a Westland minister into the Cabinet, it is a condition precedent of such an arrangement that the representation of the district shall be enlarged, and that its members shall cease to be a distinguishable sectional element in the House. Until that be done, we must be content with some other form of embodiment of the responsible principle; and we look, with hope to the appointment of the proposed Commission to point a way out of the difficulty. In difficulty the whole subject is involved. Even the question of an enlarged representation has its difficulties. After the experience of the present session, how many of our present members will be disposed to return to their fruitless task? Time will tell. But, meanwhile, we can make a very safe guess that there is not one who does not feel that he has sacrificed too much in the hope of doing some good, to make the prospect pleasant of having to sacrifice so much again. Increased representation without the proper men, willing to fill the additional seats, would be a base rather than a blessing. It behoves us all to think earnestly, and to speak openly and freely upon the political situation and necessities of the district. bbox=[487, 51, 630, 914]
duty-item: Geneva bbox=[181, 1344, 204, 1353]
masthead-rule bbox=[24, 42, 1094, 45]
vote-count: 230 bbox=[619, 977, 630, 986]
cleared-heading: CLEARED OUT. bbox=[68, 341, 132, 351]
page-number: 2 bbox=[24, 6, 41, 43]
duty-row bbox=[182, 1428, 324, 1436]
duty-amount: 9 bbox=[320, 1344, 324, 1353]
divider bbox=[335, 210, 477, 211]
newspaper-title: THE WEST COAST TIMES. bbox=[367, 10, 751, 40]
english-news-heading: ENGLISH NEWS bbox=[808, 388, 921, 403]
duty-amount: 0 bbox=[320, 1386, 324, 1395]
of-the-label: OF THE bbox=[852, 451, 877, 460]
teas-note: These mixtures are highly recommended; in fact, nothing to equal them. 5549 bbox=[334, 489, 477, 507]
column-7 bbox=[941, 51, 1094, 1491]
